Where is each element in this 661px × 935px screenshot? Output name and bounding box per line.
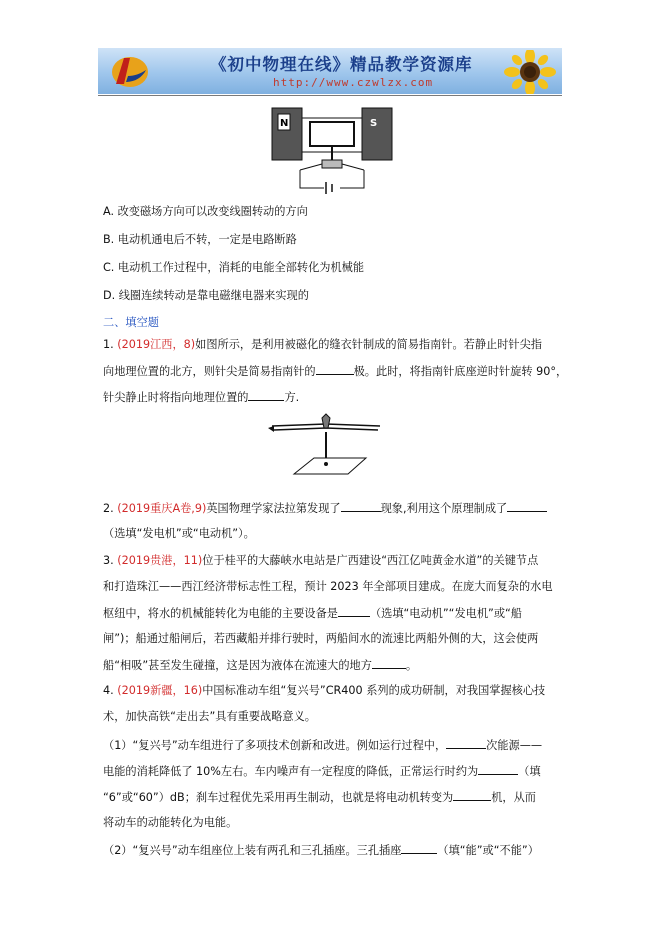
question-3-source: (2019贵港，11) [117,554,203,567]
question-2-line-1: 2. (2019重庆A卷,9)英国物理学家法拉第发现了 现象,利用这个原理制成了 [103,500,547,517]
south-pole-label: S [370,118,378,129]
question-4-part-2-line-1: （2）“复兴号”动车组座位上装有两孔和三孔插座。三孔插座 （填“能”或“不能”） [103,844,539,857]
question-3-blank-2[interactable] [372,657,406,669]
question-2-source: (2019重庆A卷,9) [117,502,207,515]
question-4-source: (2019新疆，16) [117,684,203,697]
question-2-blank-1[interactable] [341,500,381,512]
option-d: D. 线圈连续转动是靠电磁继电器来实现的 [103,289,309,302]
question-4-part-1-line-1: （1）“复兴号”动车组进行了多项技术创新和改进。例如运行过程中， 次能源—— [103,739,543,752]
question-3-line-3: 枢纽中，将水的机械能转化为电能的主要设备是 （选填“电动机”“发电机”或“船 [103,607,522,620]
question-3-line-5: 船“相吸”甚至发生碰撞，这是因为液体在流速大的地方 。 [103,659,418,672]
question-4-line-1: 4. (2019新疆，16)中国标准动车组“复兴号”CR400 系列的成功研制，对我国掌握核心技 [103,684,546,697]
question-3-line-4: 闸”)；船通过船闸后，若西藏船并排行驶时，两船间水的流速比两船外侧的大，这会使两 [103,632,539,645]
question-1-line-3: 针尖静止时将指向地理位置的 方. [103,391,300,404]
question-3-number: 3. [103,554,118,567]
question-4-number: 4. [103,684,118,697]
question-1-number: 1. [103,338,118,351]
question-2-number: 2. [103,502,118,515]
compass-needle-diagram [266,412,386,476]
question-4-part-1-line-2: 电能的消耗降低了 10%左右。车内噪声有一定程度的降低，正常运行时约为 （填 [103,765,541,778]
website-url[interactable]: http://www.czwlzx.com [273,76,434,89]
option-c: C. 电动机工作过程中，消耗的电能全部转化为机械能 [103,261,365,274]
question-1-blank-2[interactable] [248,389,284,401]
question-3-line-2: 和打造珠江——西江经济带标志性工程，预计 2023 年全部项目建成。在庞大而复杂的水电 [103,580,553,593]
question-3-line-1: 3. (2019贵港，11)位于桂平的大藤峡水电站是广西建设“西江亿吨黄金水道”的关键节点 [103,554,539,567]
sunflower-icon [500,50,556,94]
option-b: B. 电动机通电后不转，一定是电路断路 [103,233,297,246]
north-pole-label: N [280,118,289,129]
option-a: A. 改变磁场方向可以改变线圈转动的方向 [103,205,308,218]
question-4-blank-3[interactable] [453,789,491,801]
question-1-line-2: 向地理位置的北方，则针尖是简易指南针的 极。此时，将指南针底座逆时针旋转 90°， [103,365,568,378]
question-1-blank-1[interactable] [316,363,354,375]
question-2-blank-2[interactable] [507,500,547,512]
section-title: 二、填空题 [103,316,159,329]
question-4-blank-4[interactable] [401,842,437,854]
resource-library-title: 《初中物理在线》精品教学资源库 [210,55,473,74]
question-3-blank-1[interactable] [338,605,370,617]
question-4-blank-1[interactable] [446,737,486,749]
header-divider [98,95,562,96]
logo-icon [106,52,150,90]
header-banner [98,48,562,94]
question-4-part-1-line-4: 将动车的动能转化为电能。 [103,816,238,829]
question-4-blank-2[interactable] [478,763,518,775]
question-1-source: (2019江西，8) [117,338,196,351]
question-4-part-1-line-3: “6”或“60”）dB；刹车过程优先采用再生制动，也就是将电动机转变为 机，从而 [103,791,536,804]
question-4-line-2: 术，加快高铁“走出去”具有重要战略意义。 [103,710,316,723]
motor-diagram [270,104,395,194]
question-2-line-2: （选填“发电机”或“电动机”）。 [103,527,255,540]
question-1-line-1: 1. (2019江西，8)如图所示，是利用被磁化的缝衣针制成的简易指南针。若静止时针尖指 [103,338,542,351]
